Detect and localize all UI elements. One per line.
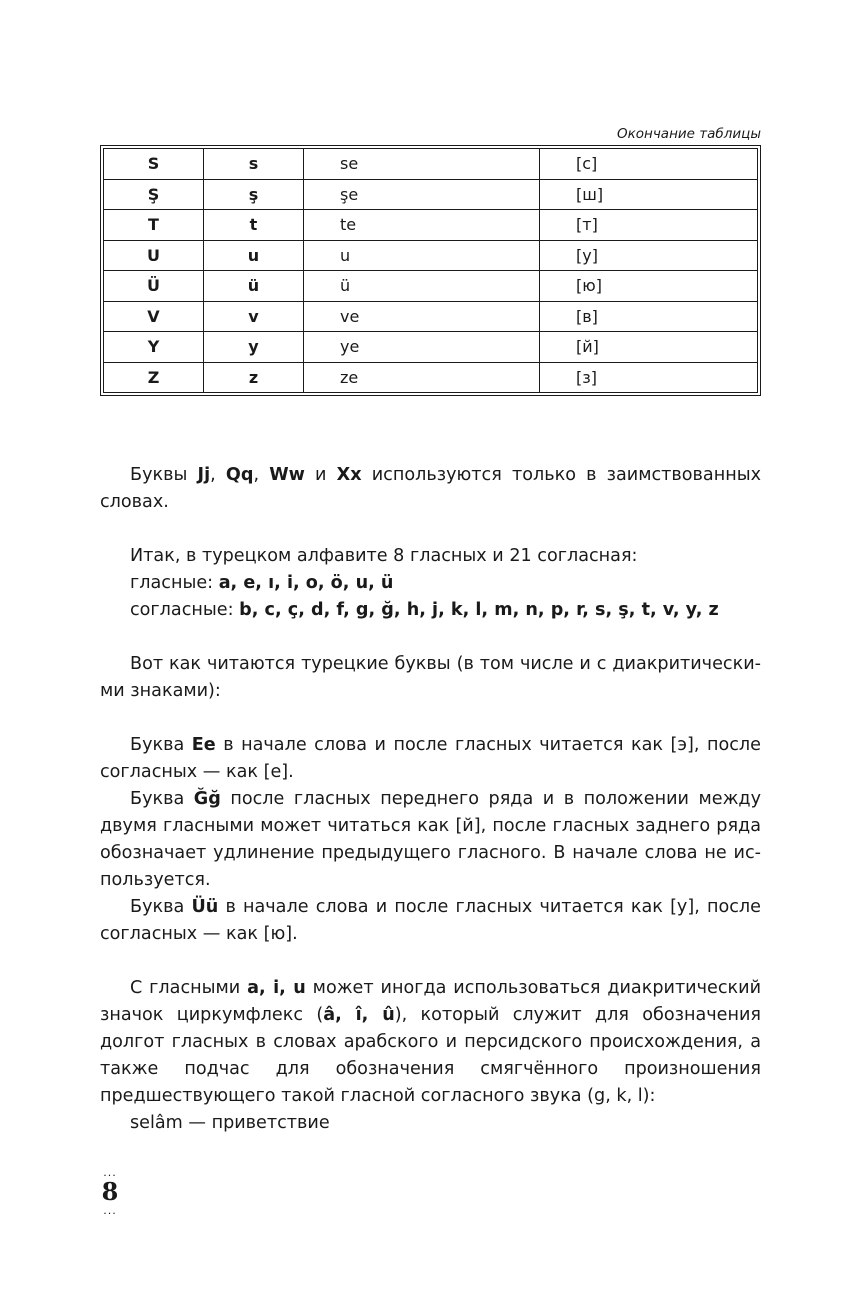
page-number-value: 8 — [101, 1177, 119, 1206]
cell-pronunciation: [з] — [540, 362, 758, 393]
cell-uppercase: Ş — [104, 179, 204, 210]
cell-uppercase: U — [104, 240, 204, 271]
cell-letter-name: şe — [304, 179, 540, 210]
bold-letter: Üü — [191, 897, 219, 917]
text: может иногда использоваться диакритический значок циркумфлекс ( — [100, 978, 762, 1025]
text: Буква — [130, 789, 194, 809]
cell-uppercase: Ü — [104, 271, 204, 302]
dots-bottom: ... — [103, 1204, 117, 1217]
cell-letter-name: ze — [304, 362, 540, 393]
cell-pronunciation: [у] — [540, 240, 758, 271]
text: в начале слова и после гласных читается как [у], после согласных — как [ю]. — [100, 897, 761, 944]
text: Буква — [130, 897, 192, 917]
paragraph-reading — [100, 651, 761, 705]
vowels-label: гласные: — [130, 573, 219, 593]
text: , — [253, 465, 270, 485]
table-row — [104, 240, 758, 271]
page-number — [100, 1168, 120, 1216]
text: и — [304, 465, 337, 485]
vowels-list: a, e, ı, i, o, ö, u, ü — [218, 573, 394, 593]
vowels-line — [100, 570, 761, 597]
text: используются только в заимствованных словах. — [100, 465, 762, 512]
cell-letter-name: se — [304, 149, 540, 180]
bold-letter: Qq — [225, 465, 254, 485]
table-row — [104, 301, 758, 332]
reading-intro: Вот как читаются турецкие буквы (в том числе и с диакритическими знаками): — [100, 654, 761, 701]
bold-letter: Ee — [191, 735, 216, 755]
example-word: selâm — приветствие — [130, 1113, 330, 1133]
summary-line: Итак, в турецком алфавите 8 гласных и 21 согласная: — [130, 546, 638, 566]
cell-uppercase: S — [104, 149, 204, 180]
text: ), который служит для обозначения долгот гласных в словах арабского и персидского происхождения, а также подчас для обозначения смягчённого произношения предшествующего такой гласной согласного звука (g, k, l): — [100, 1005, 762, 1106]
cell-uppercase: V — [104, 301, 204, 332]
cell-letter-name: u — [304, 240, 540, 271]
cell-lowercase: ş — [204, 179, 304, 210]
table-row — [104, 179, 758, 210]
cell-lowercase: s — [204, 149, 304, 180]
cell-pronunciation: [т] — [540, 210, 758, 241]
paragraph-letter-rules — [100, 732, 761, 948]
cell-lowercase: z — [204, 362, 304, 393]
table-row — [104, 271, 758, 302]
cell-uppercase: T — [104, 210, 204, 241]
text: С гласными — [130, 978, 248, 998]
bold-letter: Xx — [336, 465, 362, 485]
text: Буквы — [130, 465, 198, 485]
cell-lowercase: v — [204, 301, 304, 332]
paragraph-circumflex — [100, 975, 761, 1137]
text: после гласных переднего ряда и в положении между двумя гласными может читаться как [й], после гласных заднего ряда обозначает удлинение предыдущего гласного. В начале слова не используется. — [100, 789, 761, 890]
cell-letter-name: ve — [304, 301, 540, 332]
cell-lowercase: t — [204, 210, 304, 241]
table-caption: Окончание таблицы — [616, 126, 761, 142]
text: , — [210, 465, 226, 485]
cell-letter-name: ü — [304, 271, 540, 302]
consonants-list: b, c, ç, d, f, g, ğ, h, j, k, l, m, n, p, r, s, ş, t, v, y, z — [239, 600, 719, 620]
consonants-line — [100, 597, 761, 624]
table-row — [104, 210, 758, 241]
bold-letters: a, i, u — [247, 978, 306, 998]
table-row — [104, 149, 758, 180]
bold-letter: Jj — [197, 465, 211, 485]
paragraph-borrowed-letters — [100, 462, 761, 516]
cell-lowercase: u — [204, 240, 304, 271]
cell-letter-name: te — [304, 210, 540, 241]
bold-letter: Ğğ — [193, 789, 221, 809]
cell-pronunciation: [й] — [540, 332, 758, 363]
cell-pronunciation: [с] — [540, 149, 758, 180]
alphabet-table-body — [104, 149, 758, 393]
dots-top: ... — [103, 1166, 117, 1179]
cell-lowercase: ü — [204, 271, 304, 302]
text: Буква — [130, 735, 192, 755]
consonants-label: согласные: — [130, 600, 240, 620]
alphabet-table — [100, 145, 761, 396]
cell-pronunciation: [ю] — [540, 271, 758, 302]
paragraph-summary — [100, 543, 761, 624]
cell-lowercase: y — [204, 332, 304, 363]
cell-letter-name: ye — [304, 332, 540, 363]
text: в начале слова и после гласных читается как [э], после согласных — как [е]. — [100, 735, 761, 782]
cell-uppercase: Z — [104, 362, 204, 393]
cell-pronunciation: [в] — [540, 301, 758, 332]
bold-letters: â, î, û — [323, 1005, 395, 1025]
cell-uppercase: Y — [104, 332, 204, 363]
cell-pronunciation: [ш] — [540, 179, 758, 210]
table-row — [104, 362, 758, 393]
table-row — [104, 332, 758, 363]
bold-letter: Ww — [269, 465, 305, 485]
